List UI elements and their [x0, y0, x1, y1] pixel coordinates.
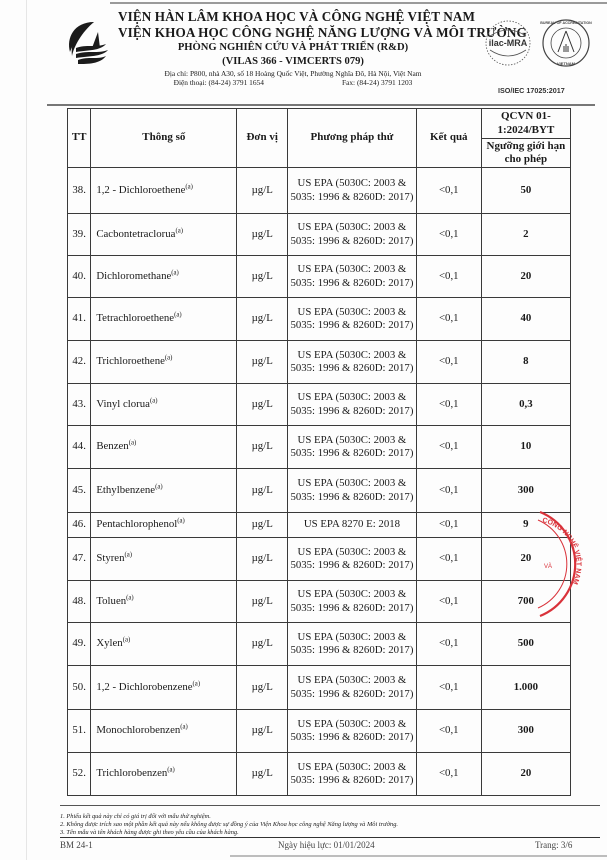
parameter-label: Tetrachloroethene	[96, 312, 175, 325]
test-method: US EPA (5030C: 2003 & 5035: 1996 & 8260D: 2017)	[288, 384, 417, 426]
table-row	[68, 623, 571, 666]
parameter-label: Monochlorobenzen	[96, 724, 181, 737]
svg-text:VIETNAM: VIETNAM	[557, 61, 575, 66]
parameter-label: 1,2 - Dichlorobenzene	[96, 680, 193, 693]
result-value: <0,1	[416, 214, 481, 256]
limit-value: 9	[481, 513, 570, 538]
svg-text:BUREAU OF ACCREDITATION: BUREAU OF ACCREDITATION	[540, 21, 592, 25]
parameter-name	[91, 298, 237, 341]
effective-date: Ngày hiệu lực: 01/01/2024	[278, 840, 375, 850]
note-2: 2. Không được trích sao một phần kết quả này nếu không được sự đồng ý của Viện Khoa học công nghệ Năng lượng và Môi trường.	[60, 820, 399, 828]
test-method: US EPA (5030C: 2003 & 5035: 1996 & 8260D: 2017)	[288, 710, 417, 753]
test-method: US EPA (5030C: 2003 & 5035: 1996 & 8260D: 2017)	[288, 341, 417, 384]
col-tt: TT	[68, 109, 91, 168]
accreditation-footnote-mark: (a)	[149, 397, 158, 405]
parameter-name	[91, 168, 237, 214]
unit: µg/L	[237, 341, 288, 384]
result-value: <0,1	[416, 538, 481, 581]
accreditation-footnote-mark: (a)	[155, 483, 163, 491]
parameter-label: Styren	[96, 552, 125, 565]
limit-value: 10	[481, 426, 570, 469]
result-value: <0,1	[416, 256, 481, 298]
test-method: US EPA (5030C: 2003 & 5035: 1996 & 8260D: 2017)	[288, 426, 417, 469]
accreditation-footnote-mark: (a)	[128, 439, 137, 447]
parameter-name	[91, 666, 237, 710]
col-unit: Đơn vị	[237, 109, 288, 168]
row-number: 46.	[68, 513, 91, 538]
academy-name: VIỆN HÀN LÂM KHOA HỌC VÀ CÔNG NGHỆ VIỆT NAM	[118, 9, 476, 24]
limit-value: 20	[481, 538, 570, 581]
parameter-name	[91, 214, 237, 256]
svg-text:VÀ: VÀ	[544, 564, 553, 570]
result-value: <0,1	[416, 623, 481, 666]
parameter-name	[91, 426, 237, 469]
row-number: 43.	[68, 384, 91, 426]
fax: Fax: (84-24) 3791 1203	[341, 78, 413, 87]
parameter-label: Toluen	[96, 594, 127, 607]
parameter-name	[91, 384, 237, 426]
unit: µg/L	[237, 168, 288, 214]
page-number: Trang: 3/6	[535, 840, 573, 850]
notes-divider	[60, 837, 600, 838]
table-row	[68, 538, 571, 581]
unit: µg/L	[237, 710, 288, 753]
unit: µg/L	[237, 513, 288, 538]
col-result: Kết quả	[416, 109, 481, 168]
accreditation-footnote-mark: (a)	[171, 269, 179, 277]
accreditation-footnote-mark: (a)	[185, 183, 193, 191]
test-method: US EPA (5030C: 2003 & 5035: 1996 & 8260D: 2017)	[288, 298, 417, 341]
note-1: 1. Phiếu kết quả này chỉ có giá trị đối với mẫu thử nghiệm.	[60, 813, 211, 820]
limit-value: 1.000	[481, 666, 570, 710]
limit-value: 500	[481, 623, 570, 666]
address: Địa chỉ: P800, nhà A30, số 18 Hoàng Quốc Việt, Phường Nghĩa Đô, Hà Nội, Việt Nam	[164, 69, 422, 78]
iso-standard: ISO/IEC 17025:2017	[498, 86, 565, 95]
test-method: US EPA (5030C: 2003 & 5035: 1996 & 8260D: 2017)	[288, 168, 417, 214]
table-row	[68, 384, 571, 426]
result-value: <0,1	[416, 753, 481, 796]
limit-value: 8	[481, 341, 570, 384]
row-number: 40.	[68, 256, 91, 298]
row-number: 39.	[68, 214, 91, 256]
page-edge	[26, 0, 27, 860]
accreditation-footnote-mark: (a)	[175, 227, 183, 235]
table-row	[68, 256, 571, 298]
parameter-label: 1,2 - Dichloroethene	[96, 183, 186, 196]
accreditation-footnote-mark: (a)	[124, 551, 133, 559]
unit: µg/L	[237, 581, 288, 623]
test-method: US EPA 8270 E: 2018	[288, 513, 417, 538]
institute-name: VIỆN KHOA HỌC CÔNG NGHỆ NĂNG LƯỢNG VÀ MÔI TRƯỜNG	[118, 25, 527, 40]
row-number: 49.	[68, 623, 91, 666]
accreditation-footnote-mark: (a)	[126, 594, 134, 602]
ilac-mra-icon	[486, 21, 530, 65]
limit-value: 700	[481, 581, 570, 623]
institute-logo-icon	[64, 18, 114, 68]
parameter-name	[91, 581, 237, 623]
table-row	[68, 753, 571, 796]
result-value: <0,1	[416, 513, 481, 538]
parameter-label: Benzen	[96, 440, 129, 453]
parameter-label: Vinyl clorua	[96, 397, 150, 410]
table-row	[68, 581, 571, 623]
accreditation-footnote-mark: (a)	[167, 766, 175, 774]
letterhead	[0, 0, 607, 100]
row-number: 47.	[68, 538, 91, 581]
col-limit: Ngưỡng giới hạn cho phép	[481, 139, 570, 168]
limit-value: 20	[481, 753, 570, 796]
results-table	[67, 108, 571, 796]
table-row	[68, 214, 571, 256]
svg-text:ilac-MRA: ilac-MRA	[488, 38, 528, 48]
table-row	[68, 513, 571, 538]
unit: µg/L	[237, 623, 288, 666]
parameter-name	[91, 710, 237, 753]
limit-value: 0,3	[481, 384, 570, 426]
accreditation-footnote-mark: (a)	[177, 517, 185, 525]
unit: µg/L	[237, 256, 288, 298]
result-value: <0,1	[416, 469, 481, 513]
row-number: 52.	[68, 753, 91, 796]
test-method: US EPA (5030C: 2003 & 5035: 1996 & 8260D: 2017)	[288, 581, 417, 623]
test-method: US EPA (5030C: 2003 & 5035: 1996 & 8260D: 2017)	[288, 469, 417, 513]
unit: µg/L	[237, 214, 288, 256]
result-value: <0,1	[416, 341, 481, 384]
parameter-name	[91, 513, 237, 538]
parameter-name	[91, 753, 237, 796]
department-name: PHÒNG NGHIÊN CỨU VÀ PHÁT TRIỂN (R&D)	[177, 42, 409, 53]
parameter-label: Trichloroethene	[96, 355, 165, 368]
result-value: <0,1	[416, 298, 481, 341]
parameter-name	[91, 469, 237, 513]
table-row	[68, 426, 571, 469]
unit: µg/L	[237, 384, 288, 426]
limit-value: 40	[481, 298, 570, 341]
test-method: US EPA (5030C: 2003 & 5035: 1996 & 8260D: 2017)	[288, 256, 417, 298]
col-param: Thông số	[91, 109, 237, 168]
accreditation-codes: (VILAS 366 - VIMCERTS 079)	[222, 56, 364, 67]
table-row	[68, 341, 571, 384]
unit: µg/L	[237, 426, 288, 469]
result-value: <0,1	[416, 581, 481, 623]
test-method: US EPA (5030C: 2003 & 5035: 1996 & 8260D: 2017)	[288, 214, 417, 256]
bottom-scan-rule	[230, 855, 607, 857]
unit: µg/L	[237, 753, 288, 796]
unit: µg/L	[237, 538, 288, 581]
unit: µg/L	[237, 469, 288, 513]
row-number: 44.	[68, 426, 91, 469]
accreditation-footnote-mark: (a)	[164, 354, 173, 362]
row-number: 41.	[68, 298, 91, 341]
table-row	[68, 666, 571, 710]
parameter-name	[91, 538, 237, 581]
unit: µg/L	[237, 666, 288, 710]
table-row	[68, 710, 571, 753]
accreditation-footnote-mark: (a)	[180, 723, 188, 731]
limit-value: 2	[481, 214, 570, 256]
footer-divider	[60, 805, 600, 806]
footer-notes	[60, 813, 398, 836]
accreditation-badges	[484, 18, 596, 68]
test-method: US EPA (5030C: 2003 & 5035: 1996 & 8260D: 2017)	[288, 538, 417, 581]
limit-value: 300	[481, 469, 570, 513]
form-code: BM 24-1	[60, 840, 93, 850]
parameter-label: Ethylbenzene	[96, 483, 156, 496]
result-value: <0,1	[416, 168, 481, 214]
col-standard: QCVN 01-1:2024/BYT	[481, 109, 570, 139]
accreditation-footnote-mark: (a)	[174, 311, 182, 319]
limit-value: 50	[481, 168, 570, 214]
parameter-label: Xylen	[96, 637, 123, 650]
row-number: 50.	[68, 666, 91, 710]
test-method: US EPA (5030C: 2003 & 5035: 1996 & 8260D: 2017)	[288, 753, 417, 796]
unit: µg/L	[237, 298, 288, 341]
test-method: US EPA (5030C: 2003 & 5035: 1996 & 8260D: 2017)	[288, 623, 417, 666]
parameter-label: Pentachlorophenol	[96, 518, 178, 531]
result-value: <0,1	[416, 710, 481, 753]
result-value: <0,1	[416, 384, 481, 426]
result-value: <0,1	[416, 426, 481, 469]
parameter-label: Trichlorobenzen	[96, 767, 168, 780]
limit-value: 300	[481, 710, 570, 753]
parameter-name	[91, 623, 237, 666]
bureau-of-accreditation-icon	[540, 20, 592, 66]
parameter-label: Cacbontetraclorua	[96, 227, 176, 240]
parameter-label: Dichloromethane	[96, 269, 172, 282]
header-divider	[47, 104, 595, 106]
phone: Điện thoại: (84-24) 3791 1654	[173, 78, 264, 87]
accreditation-footnote-mark: (a)	[122, 636, 131, 644]
table-row	[68, 298, 571, 341]
limit-value: 20	[481, 256, 570, 298]
parameter-name	[91, 256, 237, 298]
row-number: 38.	[68, 168, 91, 214]
col-method: Phương pháp thử	[288, 109, 417, 168]
accreditation-footnote-mark: (a)	[192, 680, 201, 688]
svg-text:CÔNG NGHỆ VIỆT NAM: CÔNG NGHỆ VIỆT NAM	[541, 517, 582, 586]
parameter-name	[91, 341, 237, 384]
row-number: 45.	[68, 469, 91, 513]
row-number: 51.	[68, 710, 91, 753]
table-row	[68, 469, 571, 513]
test-method: US EPA (5030C: 2003 & 5035: 1996 & 8260D: 2017)	[288, 666, 417, 710]
note-3: 3. Tên mẫu và tên khách hàng được ghi theo yêu cầu của khách hàng.	[60, 828, 239, 836]
row-number: 48.	[68, 581, 91, 623]
row-number: 42.	[68, 341, 91, 384]
table-row	[68, 168, 571, 214]
result-value: <0,1	[416, 666, 481, 710]
